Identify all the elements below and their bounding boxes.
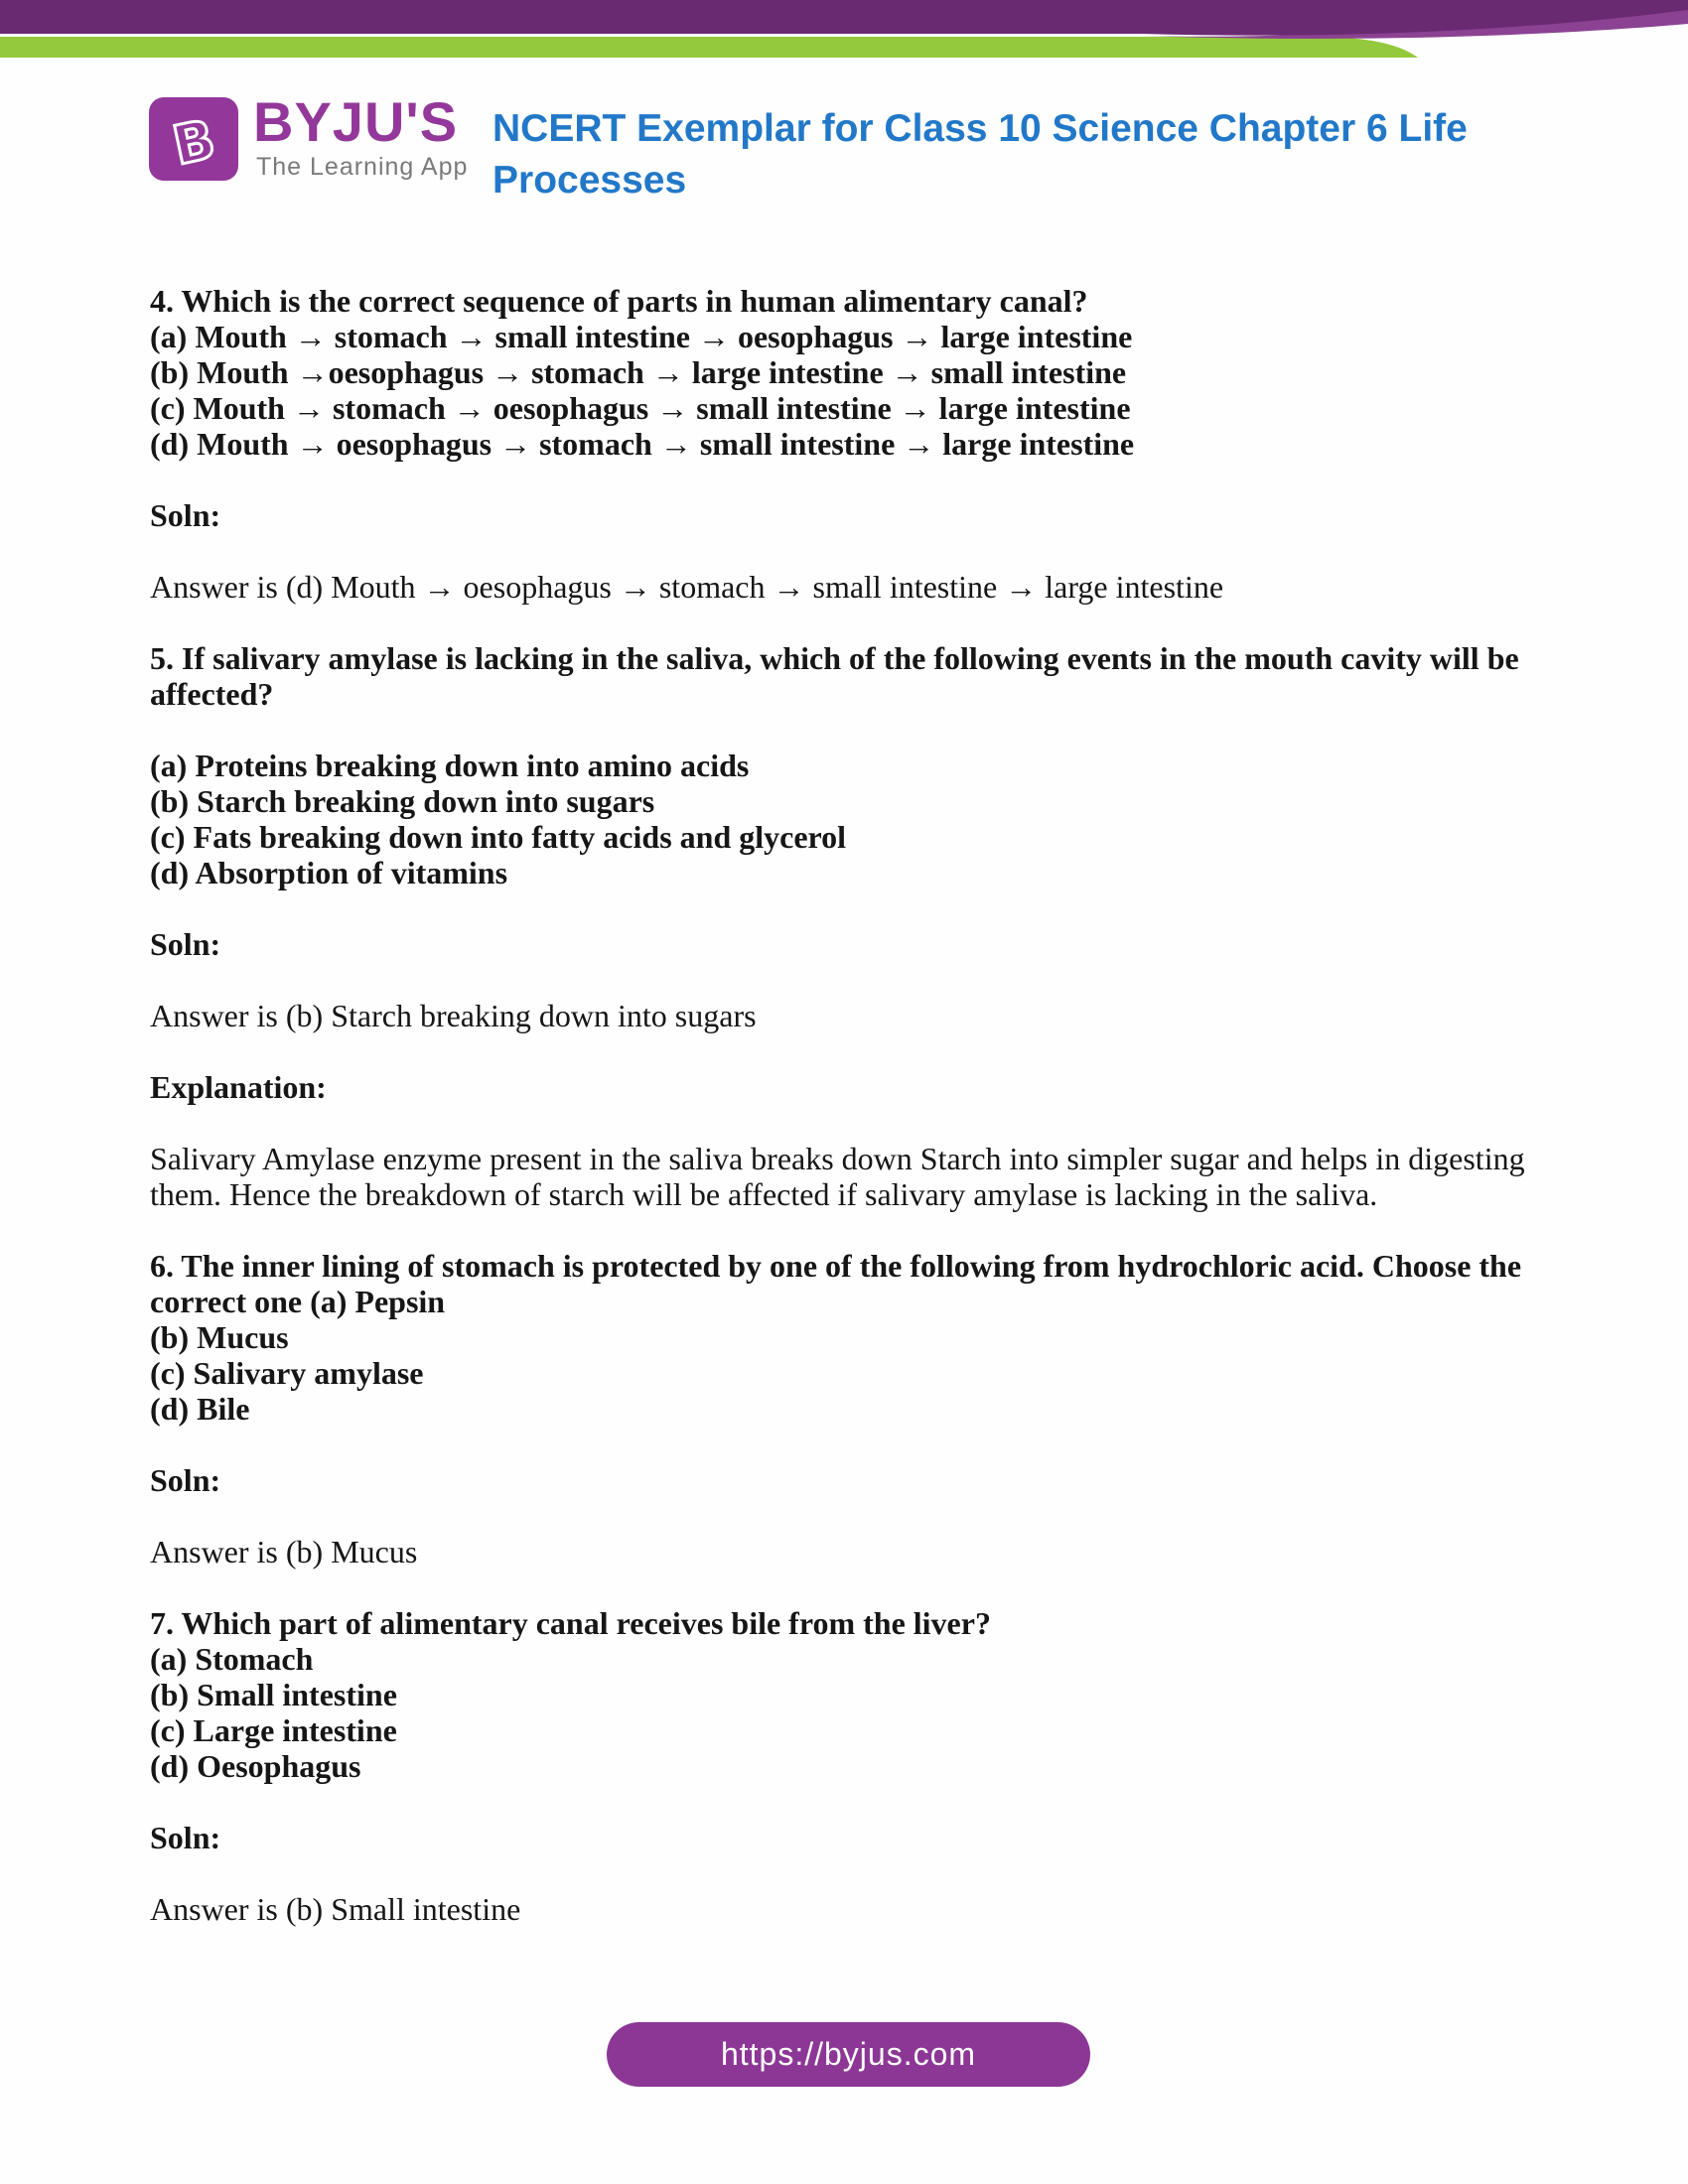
explanation-label-q5 — [150, 1069, 1600, 1105]
text-line: (a) Proteins breaking down into amino acids — [150, 748, 750, 783]
text-line: 7. Which part of alimentary canal receives bile from the liver? — [150, 1605, 991, 1641]
byjus-url-pill[interactable]: https://byjus.com — [607, 2022, 1090, 2087]
question-6 — [150, 1248, 1600, 1427]
text-line: (c) Mouth → stomach → oesophagus → small intestine → large intestine — [150, 390, 1131, 426]
text-line: affected? — [150, 676, 274, 712]
text-line: (c) Large intestine — [150, 1712, 397, 1748]
question-7 — [150, 1605, 1600, 1784]
text-line: (d) Bile — [150, 1391, 250, 1427]
soln-label-q6 — [150, 1462, 1600, 1498]
question-5 — [150, 640, 1600, 712]
page-title — [492, 103, 1585, 206]
text-line: (a) Mouth → stomach → small intestine → oesophagus → large intestine — [150, 319, 1133, 354]
question-5-options — [150, 748, 1600, 890]
soln-label-q5 — [150, 926, 1600, 962]
text-line: 5. If salivary amylase is lacking in the saliva, which of the following events in the mouth cavity will be — [150, 640, 1519, 676]
text-line: (b) Mucus — [150, 1319, 289, 1355]
byjus-brand-name: BYJU'S — [253, 90, 459, 153]
explanation-q5 — [150, 1141, 1600, 1212]
byjus-logo-icon — [149, 97, 238, 181]
text-line: Salivary Amylase enzyme present in the saliva breaks down Starch into simpler sugar and helps in digesting — [150, 1141, 1525, 1176]
question-4 — [150, 283, 1600, 462]
answer-q6 — [150, 1534, 1600, 1570]
soln-label-q7 — [150, 1820, 1600, 1855]
text-line: correct one (a) Pepsin — [150, 1284, 446, 1319]
answer-q5 — [150, 998, 1600, 1033]
text-line: Soln: — [150, 497, 221, 533]
text-line: (a) Stomach — [150, 1641, 314, 1677]
text-line: Answer is (b) Mucus — [150, 1534, 418, 1570]
page-title-line: Processes — [492, 159, 687, 202]
top-banner-decoration — [0, 0, 1688, 69]
text-line: (b) Mouth →oesophagus → stomach → large intestine → small intestine — [150, 354, 1127, 390]
byjus-tagline: The Learning App — [256, 153, 469, 181]
text-line: (c) Salivary amylase — [150, 1355, 424, 1391]
document-body — [150, 283, 1600, 1963]
text-line: (b) Starch breaking down into sugars — [150, 783, 655, 819]
text-line: Answer is (b) Small intestine — [150, 1891, 521, 1927]
text-line: (c) Fats breaking down into fatty acids and glycerol — [150, 819, 847, 855]
soln-label-q4 — [150, 497, 1600, 533]
text-line: Explanation: — [150, 1069, 327, 1105]
text-line: Soln: — [150, 1820, 221, 1855]
answer-q7 — [150, 1891, 1600, 1927]
text-line: (b) Small intestine — [150, 1677, 397, 1712]
text-line: (d) Absorption of vitamins — [150, 855, 508, 890]
text-line: Soln: — [150, 1462, 221, 1498]
text-line: Answer is (b) Starch breaking down into sugars — [150, 998, 757, 1033]
text-line: Soln: — [150, 926, 221, 962]
text-line: 6. The inner lining of stomach is protected by one of the following from hydrochloric acid. Choose the — [150, 1248, 1522, 1284]
svg-text:B: B — [167, 107, 220, 178]
page-title-line: NCERT Exemplar for Class 10 Science Chapter 6 Life — [492, 107, 1468, 150]
text-line: Answer is (d) Mouth → oesophagus → stomach → small intestine → large intestine — [150, 569, 1224, 605]
text-line: (d) Oesophagus — [150, 1748, 361, 1784]
answer-q4 — [150, 569, 1600, 605]
text-line: 4. Which is the correct sequence of parts in human alimentary canal? — [150, 283, 1088, 319]
text-line: (d) Mouth → oesophagus → stomach → small intestine → large intestine — [150, 426, 1135, 462]
text-line: them. Hence the breakdown of starch will be affected if salivary amylase is lacking in the saliva. — [150, 1176, 1378, 1212]
